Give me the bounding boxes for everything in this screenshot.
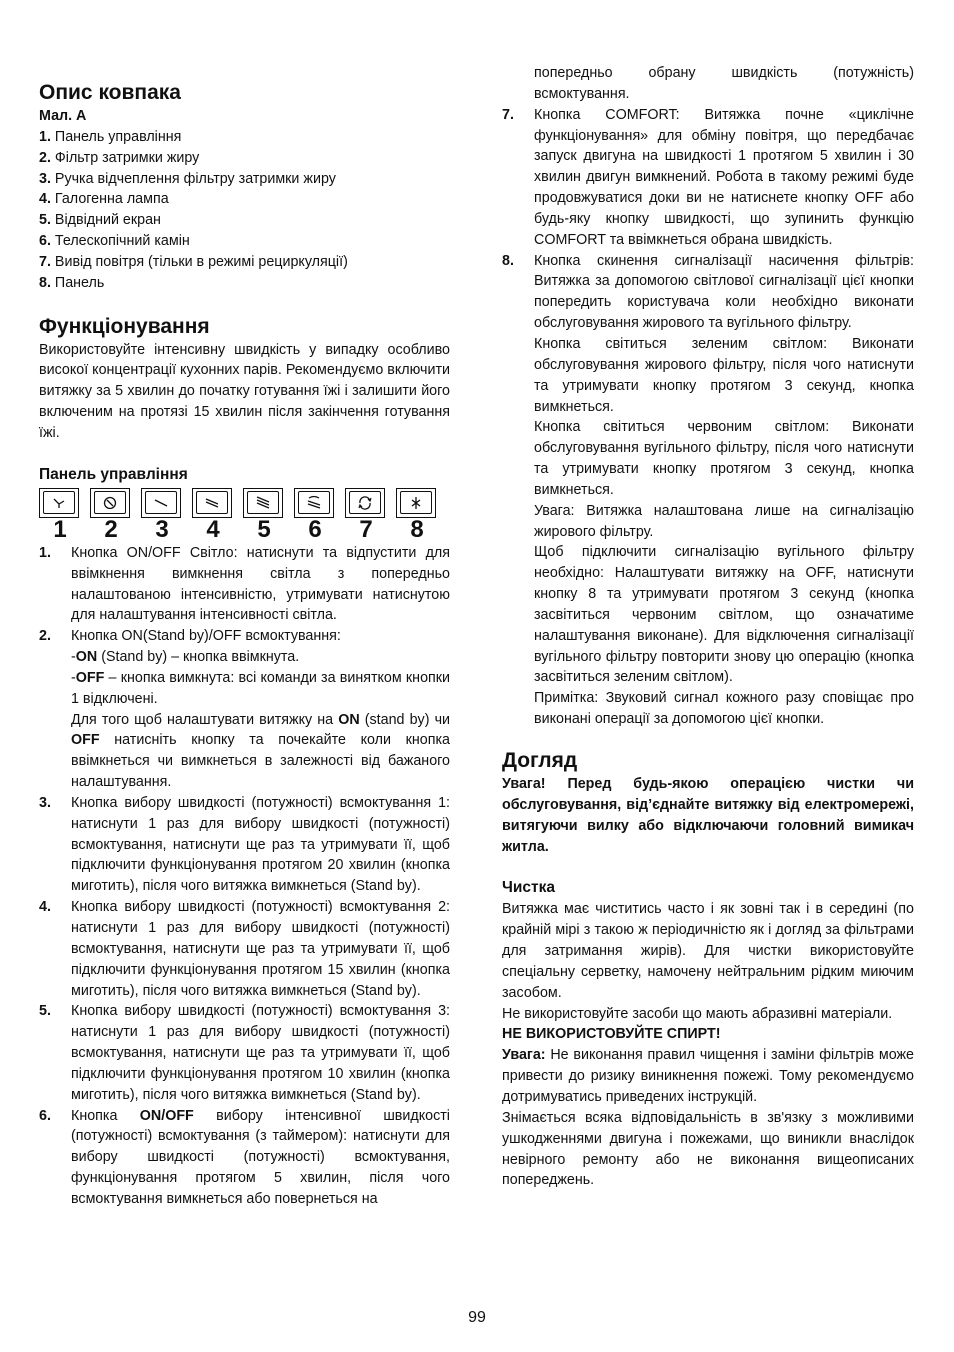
section-title-description: Опис ковпака <box>39 81 181 104</box>
parts-list <box>39 127 450 294</box>
list-item: 7. Вивід повітря (тільки в режимі рециркуляції) <box>39 253 348 270</box>
section-title-cleaning: Чистка <box>502 879 556 897</box>
care-warning: Увага! Перед будь-якою операцією чистки чи обслуговування, від’єднайте витяжку від електромережі, витягуючи вилку або відключаючи головний вимикач житла. <box>502 776 914 855</box>
power-icon <box>102 495 118 511</box>
section-title-operation: Функціонування <box>39 314 210 338</box>
filter-alarm-icon <box>408 495 424 511</box>
speed-1-icon <box>152 497 170 509</box>
panel-key-5: 5 <box>243 488 285 542</box>
list-item: 1. Кнопка ON/OFF Світло: натиснути та відпустити для ввімкнення вимкнення світла з попередньо налаштованою інтенсивністю, утримувати натиснутою для налаштування інтенсивності світла. <box>39 544 450 624</box>
panel-key-2: 2 <box>90 488 132 542</box>
cleaning-text: Увага: Не виконання правил чищення і заміни фільтрів може привести до ризику виникнення пожежі. Тому рекомендуємо дотримуватись приведених інструкцій. <box>502 1047 914 1105</box>
list-item: 6. Кнопка ON/OFF вибору інтенсивної швидкості (потужності) всмоктування (з таймером): натиснути для вибору швидкості (потужності) всмоктування, функціонування протягом 5 хвилин, після чого всмоктування вимкнеться або повернеться на <box>39 1107 450 1207</box>
list-item: 3. Ручка відчеплення фільтру затримки жиру <box>39 170 336 187</box>
control-panel-illustration <box>39 488 450 542</box>
intensive-timer-icon <box>305 495 323 511</box>
panel-key-7: 7 <box>345 488 387 542</box>
fan-light-icon <box>51 496 67 510</box>
cleaning-text: Витяжка має чиститись часто і як зовні так і в середині (по крайній мірі з такою ж періодичністю як і догляд за фільтрами для затримання жирів). Для чистки використовуйте спеціальну серветку, намочену нейтральним рідким миючим засобом. <box>502 901 914 1001</box>
speed-2-icon <box>203 497 221 509</box>
list-item: 5. Кнопка вибору швидкості (потужності) всмоктування 3: натиснути 1 раз для вибору швидкості (потужності) всмоктування, натиснути ще раз та утримувати її, щоб підключити функціонування протягом 10 хвилин (кнопка миготить), після чого витяжка вимкнеться (Stand by). <box>39 1003 450 1103</box>
list-item: 4. Кнопка вибору швидкості (потужності) всмоктування 2: натиснути 1 раз для вибору швидкості (потужності) всмоктування, натиснути ще раз та утримувати її, щоб підключити функціонування протягом 15 хвилин (кнопка миготить), після чого витяжка вимкнеться (Stand by). <box>39 899 450 999</box>
list-item: 2. Кнопка ON(Stand by)/OFF всмоктування: -ON (Stand by) – кнопка ввімкнута. -OFF – кнопка вимкнута: всі команди за винятком кнопки 1 відключені. Для того щоб налаштувати витяжку на ON (stand by) чи OFF натисніть кнопку та почекайте коли кнопка ввімкнеться чи вимкнеться в залежності від бажаного налаштування. <box>39 628 450 791</box>
panel-key-8: 8 <box>396 488 438 542</box>
panel-key-4: 4 <box>192 488 234 542</box>
list-item: 2. Фільтр затримки жиру <box>39 149 200 166</box>
list-item: 3. Кнопка вибору швидкості (потужності) всмоктування 1: натиснути 1 раз для вибору швидкості (потужності) всмоктування, натиснути ще раз та утримувати її, щоб підключити функціонування протягом 20 хвилин (кнопка миготить), після чого витяжка вимкнеться (Stand by). <box>39 794 450 895</box>
panel-key-1: 1 <box>39 488 81 542</box>
panel-key-6: 6 <box>294 488 336 542</box>
speed-3-icon <box>254 496 272 510</box>
page-number: 99 <box>468 1309 486 1326</box>
comfort-cycle-icon <box>357 495 373 511</box>
list-item: 1. Панель управління <box>39 128 182 145</box>
cleaning-text: Знімається всяка відповідальність в зв'язку з можливими ушкодженнями двигуна і пожежами, що виникли внаслідок невірного ремонту або не виконання вищеописаних попереджень. <box>502 1109 914 1189</box>
list-item: 8. Панель <box>39 274 105 291</box>
figure-label: Мал. A <box>39 108 87 124</box>
section-title-care: Догляд <box>502 749 578 772</box>
cleaning-warning: НЕ ВИКОРИСТОВУЙТЕ СПИРТ! <box>502 1026 721 1043</box>
section-title-panel: Панель управління <box>39 465 188 483</box>
cleaning-text: Не використовуйте засоби що мають абразивні матеріали. <box>502 1005 893 1022</box>
list-item: 4. Галогенна лампа <box>39 191 169 208</box>
operation-text: Використовуйте інтенсивну швидкість у випадку особливо високої концентрації кухонних парів. Рекомендуємо включити витяжку за 5 хвилин до початку готування їжі і залишити його включеним на протязі 15 хвилин після закінчення готування їжі. <box>39 341 450 441</box>
list-item: 8. Кнопка скинення сигналізації насичення фільтрів: Витяжка за допомогою світлової сигналізації цієї кнопки попередить користувача коли необхідно виконати обслуговування жирового та вугільного фільтру. Кнопка світиться зеленим світлом: Виконати обслуговування жирового фільтру, після чого натиснути та утримувати кнопку протягом 3 секунд, кнопка вимкнеться. Кнопка світиться червоним світлом: Виконати обслуговування вугільного фільтру, після чого натиснути та утримувати кнопку протягом 3 секунд, кнопка вимкнеться. Увага: Витяжка налаштована лише на сигналізацію жирового фільтру. Щоб підключити сигналізацію вугільного фільтру необхідно: Налаштувати витяжку на OFF, натиснути кнопку 8 та утримувати протягом 3 секунд (кнопка засвітиться червоним світлом, що означатиме налаштування виконане). Для відключення сигналізації вугільного фільтру повторити знову цю операцію (кнопка засвітиться зеленим світлом). Примітка: Звуковий сигнал кожного разу сповіщає про виконані операції за допомогою цієї кнопки. <box>502 252 914 728</box>
right-column <box>502 63 914 1191</box>
panel-key-3: 3 <box>141 488 183 542</box>
list-item: 6. Телескопічний камін <box>39 233 190 250</box>
list-item: 5. Відвідний екран <box>39 212 161 229</box>
list-item-continuation: попередньо обрану швидкість (потужність) всмоктування. <box>534 65 914 102</box>
left-column <box>39 80 450 1210</box>
list-item: 7. Кнопка COMFORT: Витяжка почне «циклічне функціонування» для обміну повітря, що передбачає запуск двигуна на швидкості 1 протягом 5 хвилин і 30 хвилин двигун вимкнений. Робота в такому режимі буде продовжуватися доки ви не натиснете кнопку OFF або будь-яку кнопку швидкості, що зупинить функцію COMFORT та ввімкнеться обрана швидкість. <box>502 106 914 248</box>
